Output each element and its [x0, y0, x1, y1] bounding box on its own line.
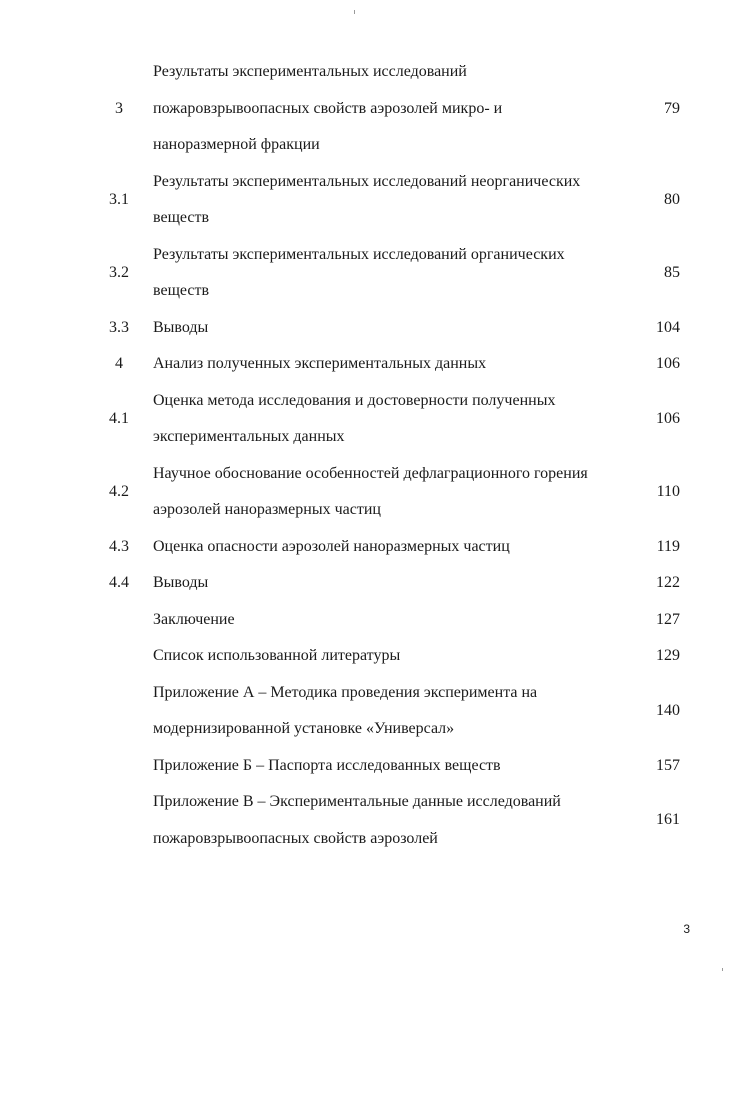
toc-section-number: 3.1	[109, 190, 129, 208]
toc-section-title	[153, 574, 633, 611]
toc-title-line: Приложение Б – Паспорта исследованных веществ	[153, 756, 501, 774]
toc-title-line: Приложение В – Экспериментальные данные исследований	[153, 793, 561, 810]
toc-section-title	[153, 684, 633, 757]
toc-row	[0, 574, 733, 611]
toc-title-line: Выводы	[153, 574, 209, 591]
toc-title-line: пожаровзрывоопасных свойств аэрозолей	[153, 829, 438, 847]
page-number: 3	[683, 922, 690, 936]
toc-title-line: экспериментальных данных	[153, 428, 345, 445]
toc-title-line: Результаты экспериментальных исследований	[153, 63, 467, 80]
toc-title-line: Результаты экспериментальных исследований органических	[153, 245, 565, 263]
toc-row	[0, 465, 733, 538]
scan-speck-right	[722, 968, 723, 971]
scan-speck-top	[354, 10, 355, 14]
toc-section-title	[153, 647, 633, 684]
toc-title-line: Анализ полученных экспериментальных данных	[153, 355, 487, 372]
toc-page-number: 157	[656, 756, 680, 774]
toc-row	[0, 392, 733, 465]
toc-page-number: 104	[656, 318, 680, 336]
toc-section-title	[153, 63, 633, 173]
toc-row	[0, 793, 733, 866]
toc-section-title	[153, 757, 633, 794]
toc-section-number: 4.1	[109, 409, 129, 427]
toc-title-line: наноразмерной фракции	[153, 136, 320, 153]
toc-row	[0, 319, 733, 356]
toc-page-number: 106	[656, 355, 680, 372]
toc-title-line: Оценка опасности аэрозолей наноразмерных частиц	[153, 537, 510, 555]
toc-page-number: 140	[656, 701, 680, 719]
toc-title-line: веществ	[153, 282, 210, 299]
toc-page-number: 161	[656, 811, 680, 829]
toc-section-title	[153, 319, 633, 356]
toc-title-line: Результаты экспериментальных исследований неорганических	[153, 172, 581, 190]
toc-section-number: 3	[115, 99, 123, 117]
toc-row	[0, 647, 733, 684]
toc-row	[0, 684, 733, 757]
toc-section-title	[153, 246, 633, 319]
toc-section-title	[153, 173, 633, 246]
toc-section-number: 4.4	[109, 574, 129, 591]
toc-title-line: Список использованной литературы	[153, 647, 401, 664]
toc-title-line: пожаровзрывоопасных свойств аэрозолей микро- и	[153, 99, 503, 117]
toc-title-line: аэрозолей наноразмерных частиц	[153, 501, 381, 518]
toc-page-number: 80	[664, 190, 680, 208]
toc-page-number: 129	[656, 647, 680, 664]
toc-row	[0, 538, 733, 575]
toc-title-line: веществ	[153, 209, 210, 226]
toc-page-number: 119	[656, 537, 680, 555]
toc-row	[0, 757, 733, 794]
toc-row	[0, 611, 733, 648]
toc-section-title	[153, 793, 633, 866]
toc-title-line: Приложение А – Методика проведения эксперимента на	[153, 683, 538, 701]
toc-row	[0, 63, 733, 173]
toc-page-number: 79	[664, 99, 680, 117]
toc-title-line: модернизированной установке «Универсал»	[153, 720, 455, 737]
toc-section-number: 3.3	[109, 318, 129, 336]
toc-section-number: 4.2	[109, 482, 129, 500]
toc-page-number: 127	[656, 610, 680, 628]
toc-section-number: 4.3	[109, 537, 129, 555]
toc-row	[0, 246, 733, 319]
toc-page-number: 122	[656, 574, 680, 591]
toc-section-number: 4	[115, 355, 123, 372]
toc-page-number: 85	[664, 263, 680, 281]
toc-row	[0, 355, 733, 392]
toc-title-line: Заключение	[153, 610, 235, 628]
toc-section-title	[153, 611, 633, 648]
toc-section-title	[153, 538, 633, 575]
toc-row	[0, 173, 733, 246]
toc-page-number: 106	[656, 409, 680, 427]
toc-title-line: Выводы	[153, 318, 209, 336]
toc-section-title	[153, 392, 633, 465]
toc-title-line: Оценка метода исследования и достоверности полученных	[153, 391, 556, 409]
toc-section-title	[153, 465, 633, 538]
toc-page-number: 110	[656, 482, 680, 500]
toc-section-title	[153, 355, 633, 392]
toc-section-number: 3.2	[109, 263, 129, 281]
toc-title-line: Научное обоснование особенностей дефлаграционного горения	[153, 464, 588, 482]
